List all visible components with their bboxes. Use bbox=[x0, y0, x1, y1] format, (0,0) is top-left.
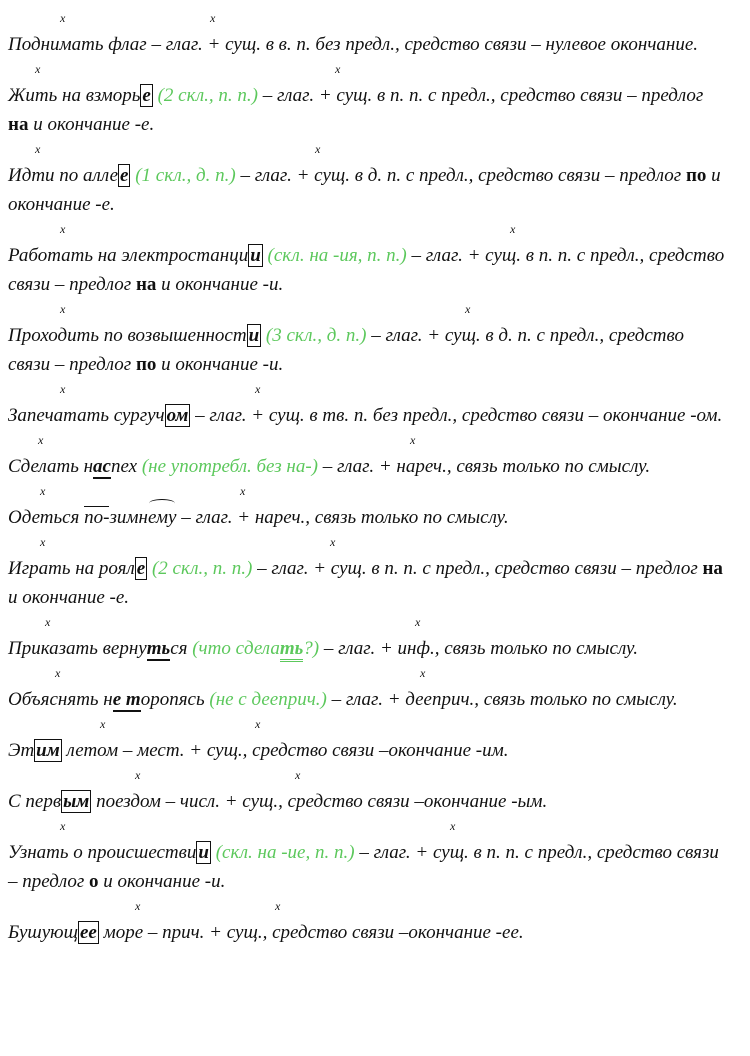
green-note: (2 скл., п. п.) bbox=[147, 558, 253, 579]
text-segment: – глаг. + нареч., связь только по смыслу. bbox=[176, 507, 509, 528]
text-segment: и окончание -е. bbox=[8, 587, 130, 608]
text-segment: поездом – числ. + сущ., средство связи –окончание -ым. bbox=[91, 791, 548, 812]
text-segment: летом – мест. + сущ., средство связи –окончание -им. bbox=[61, 740, 509, 761]
text-segment: по bbox=[135, 354, 157, 375]
stress-mark: x bbox=[275, 899, 281, 913]
stress-mark: x bbox=[135, 768, 141, 782]
ending-box: и bbox=[250, 245, 261, 266]
text-segment: – глаг. + дееприч., связь только по смыслу. bbox=[326, 689, 678, 710]
text-segment: – глаг. + сущ. в п. п. с предл., средство связи – предлог bbox=[252, 558, 703, 579]
stress-mark: x bbox=[335, 62, 341, 76]
green-note: (3 скл., д. п.) bbox=[261, 325, 367, 346]
text-segment: ть bbox=[146, 638, 171, 659]
text-segment: Сделать н bbox=[8, 456, 94, 477]
ending-box: е bbox=[136, 558, 146, 579]
green-note: (не с дееприч.) bbox=[204, 689, 327, 710]
text-segment: и окончание -и. bbox=[156, 274, 284, 295]
text-segment: – глаг. + сущ. в д. п. с предл., средство связи – предлог bbox=[8, 325, 684, 375]
stress-mark: x bbox=[420, 666, 426, 680]
phrase-entry bbox=[8, 765, 728, 816]
phrase-entry bbox=[8, 219, 728, 299]
stress-mark: x bbox=[60, 382, 66, 396]
text-segment: оропясь bbox=[140, 689, 205, 710]
green-note: (2 скл., п. п.) bbox=[152, 85, 258, 106]
text-segment: Бушующ bbox=[8, 922, 78, 943]
stress-mark: x bbox=[38, 433, 44, 447]
stress-mark: x bbox=[60, 302, 66, 316]
phrase-entry bbox=[8, 59, 728, 139]
text-segment: по- bbox=[84, 507, 110, 528]
ending-box: е bbox=[120, 165, 129, 186]
stress-mark: x bbox=[60, 222, 66, 236]
text-segment: Жить на взморь bbox=[8, 85, 141, 106]
text-segment: зимн bbox=[109, 507, 148, 528]
stress-mark: x bbox=[240, 484, 246, 498]
text-segment: – глаг. + сущ. в д. п. с предл., средство связи – предлог bbox=[235, 165, 686, 186]
text-segment: Идти по алле bbox=[8, 165, 119, 186]
text-segment: – глаг. + сущ. в п. п. с предл., средство связи – предлог bbox=[8, 842, 719, 892]
green-note: (1 скл., д. п.) bbox=[130, 165, 236, 186]
stress-mark: x bbox=[450, 819, 456, 833]
phrase-entry bbox=[8, 612, 728, 663]
ending-box: и bbox=[248, 325, 260, 346]
text-segment: Работать на электростанци bbox=[8, 245, 249, 266]
stress-mark: x bbox=[210, 11, 216, 25]
text-segment: – глаг. + сущ. в п. п. с предл., средство связи – предлог bbox=[257, 85, 704, 106]
text-segment: Узнать о происшестви bbox=[8, 842, 197, 863]
text-segment: Играть на роял bbox=[8, 558, 135, 579]
phrase-entry bbox=[8, 714, 728, 765]
green-note: ?) bbox=[303, 638, 320, 659]
text-segment: и окончание -е. bbox=[8, 165, 721, 215]
document bbox=[8, 8, 728, 947]
text-segment: и окончание -е. bbox=[28, 114, 155, 135]
phrase-entry bbox=[8, 481, 728, 532]
green-note: (скл. на -ия, п. п.) bbox=[262, 245, 407, 266]
phrase-entry bbox=[8, 139, 728, 219]
text-segment: и окончание -и. bbox=[156, 354, 284, 375]
stress-mark: x bbox=[410, 433, 416, 447]
text-segment: море – прич. + сущ., средство связи –окончание -ее. bbox=[98, 922, 524, 943]
stress-mark: x bbox=[510, 222, 516, 236]
text-segment: на bbox=[702, 558, 723, 579]
text-segment: пех bbox=[110, 456, 138, 477]
ending-box: ом bbox=[166, 405, 189, 426]
stress-mark: x bbox=[60, 11, 66, 25]
text-segment: С перв bbox=[8, 791, 62, 812]
ending-box: е bbox=[142, 85, 151, 106]
green-note: (что сдела bbox=[187, 638, 280, 659]
phrase-entry bbox=[8, 896, 728, 947]
stress-mark: x bbox=[40, 535, 46, 549]
phrase-entry bbox=[8, 379, 728, 430]
stress-mark: x bbox=[35, 62, 41, 76]
text-segment: на bbox=[135, 274, 157, 295]
stress-mark: x bbox=[330, 535, 336, 549]
text-segment: – глаг. + сущ. в п. п. с предл., средство связи – предлог bbox=[8, 245, 725, 295]
text-segment: Запечатать сургуч bbox=[8, 405, 165, 426]
phrase-entry bbox=[8, 8, 728, 59]
phrase-entry bbox=[8, 430, 728, 481]
text-segment: – глаг. + инф., связь только по смыслу. bbox=[319, 638, 638, 659]
text-segment: ть bbox=[280, 638, 303, 662]
stress-mark: x bbox=[255, 382, 261, 396]
text-segment: – глаг. + нареч., связь только по смыслу. bbox=[317, 456, 651, 477]
text-segment: Одеться bbox=[8, 507, 85, 528]
stress-mark: x bbox=[295, 768, 301, 782]
stress-mark: x bbox=[465, 302, 471, 316]
text-segment: – глаг. + сущ. в тв. п. без предл., средство связи – окончание -ом. bbox=[190, 405, 723, 426]
phrase-entry bbox=[8, 532, 728, 612]
text-segment: о bbox=[89, 871, 99, 892]
stress-mark: x bbox=[35, 142, 41, 156]
text-segment: ас bbox=[93, 456, 111, 477]
ending-box: им bbox=[36, 740, 60, 761]
phrase-entry bbox=[8, 663, 728, 714]
green-note: (скл. на -ие, п. п.) bbox=[210, 842, 355, 863]
stress-mark: x bbox=[415, 615, 421, 629]
stress-mark: x bbox=[315, 142, 321, 156]
text-segment: е т bbox=[112, 689, 141, 710]
stress-mark: x bbox=[60, 819, 66, 833]
stress-mark: x bbox=[135, 899, 141, 913]
phrase-entry bbox=[8, 816, 728, 896]
text-segment: Проходить по возвышенност bbox=[8, 325, 247, 346]
stress-mark: x bbox=[55, 666, 61, 680]
stress-mark: x bbox=[40, 484, 46, 498]
text-segment: ся bbox=[170, 638, 188, 659]
text-segment: по bbox=[685, 165, 707, 186]
text-segment: Объяснять н bbox=[8, 689, 113, 710]
text-segment: ему bbox=[148, 503, 177, 532]
stress-mark: x bbox=[100, 717, 106, 731]
ending-box: и bbox=[198, 842, 209, 863]
ending-box: ее bbox=[79, 922, 97, 943]
text-segment: Приказать верну bbox=[8, 638, 147, 659]
stress-mark: x bbox=[45, 615, 51, 629]
text-segment: и окончание -и. bbox=[98, 871, 226, 892]
stress-mark: x bbox=[255, 717, 261, 731]
text-segment: на bbox=[8, 114, 29, 135]
ending-box: ым bbox=[63, 791, 90, 812]
text-segment: Поднимать флаг – глаг. + сущ. в в. п. без предл., средство связи – нулевое окончание. bbox=[8, 34, 699, 55]
text-segment: Эт bbox=[8, 740, 35, 761]
phrase-entry bbox=[8, 299, 728, 379]
green-note: (не употребл. без на-) bbox=[137, 456, 318, 477]
